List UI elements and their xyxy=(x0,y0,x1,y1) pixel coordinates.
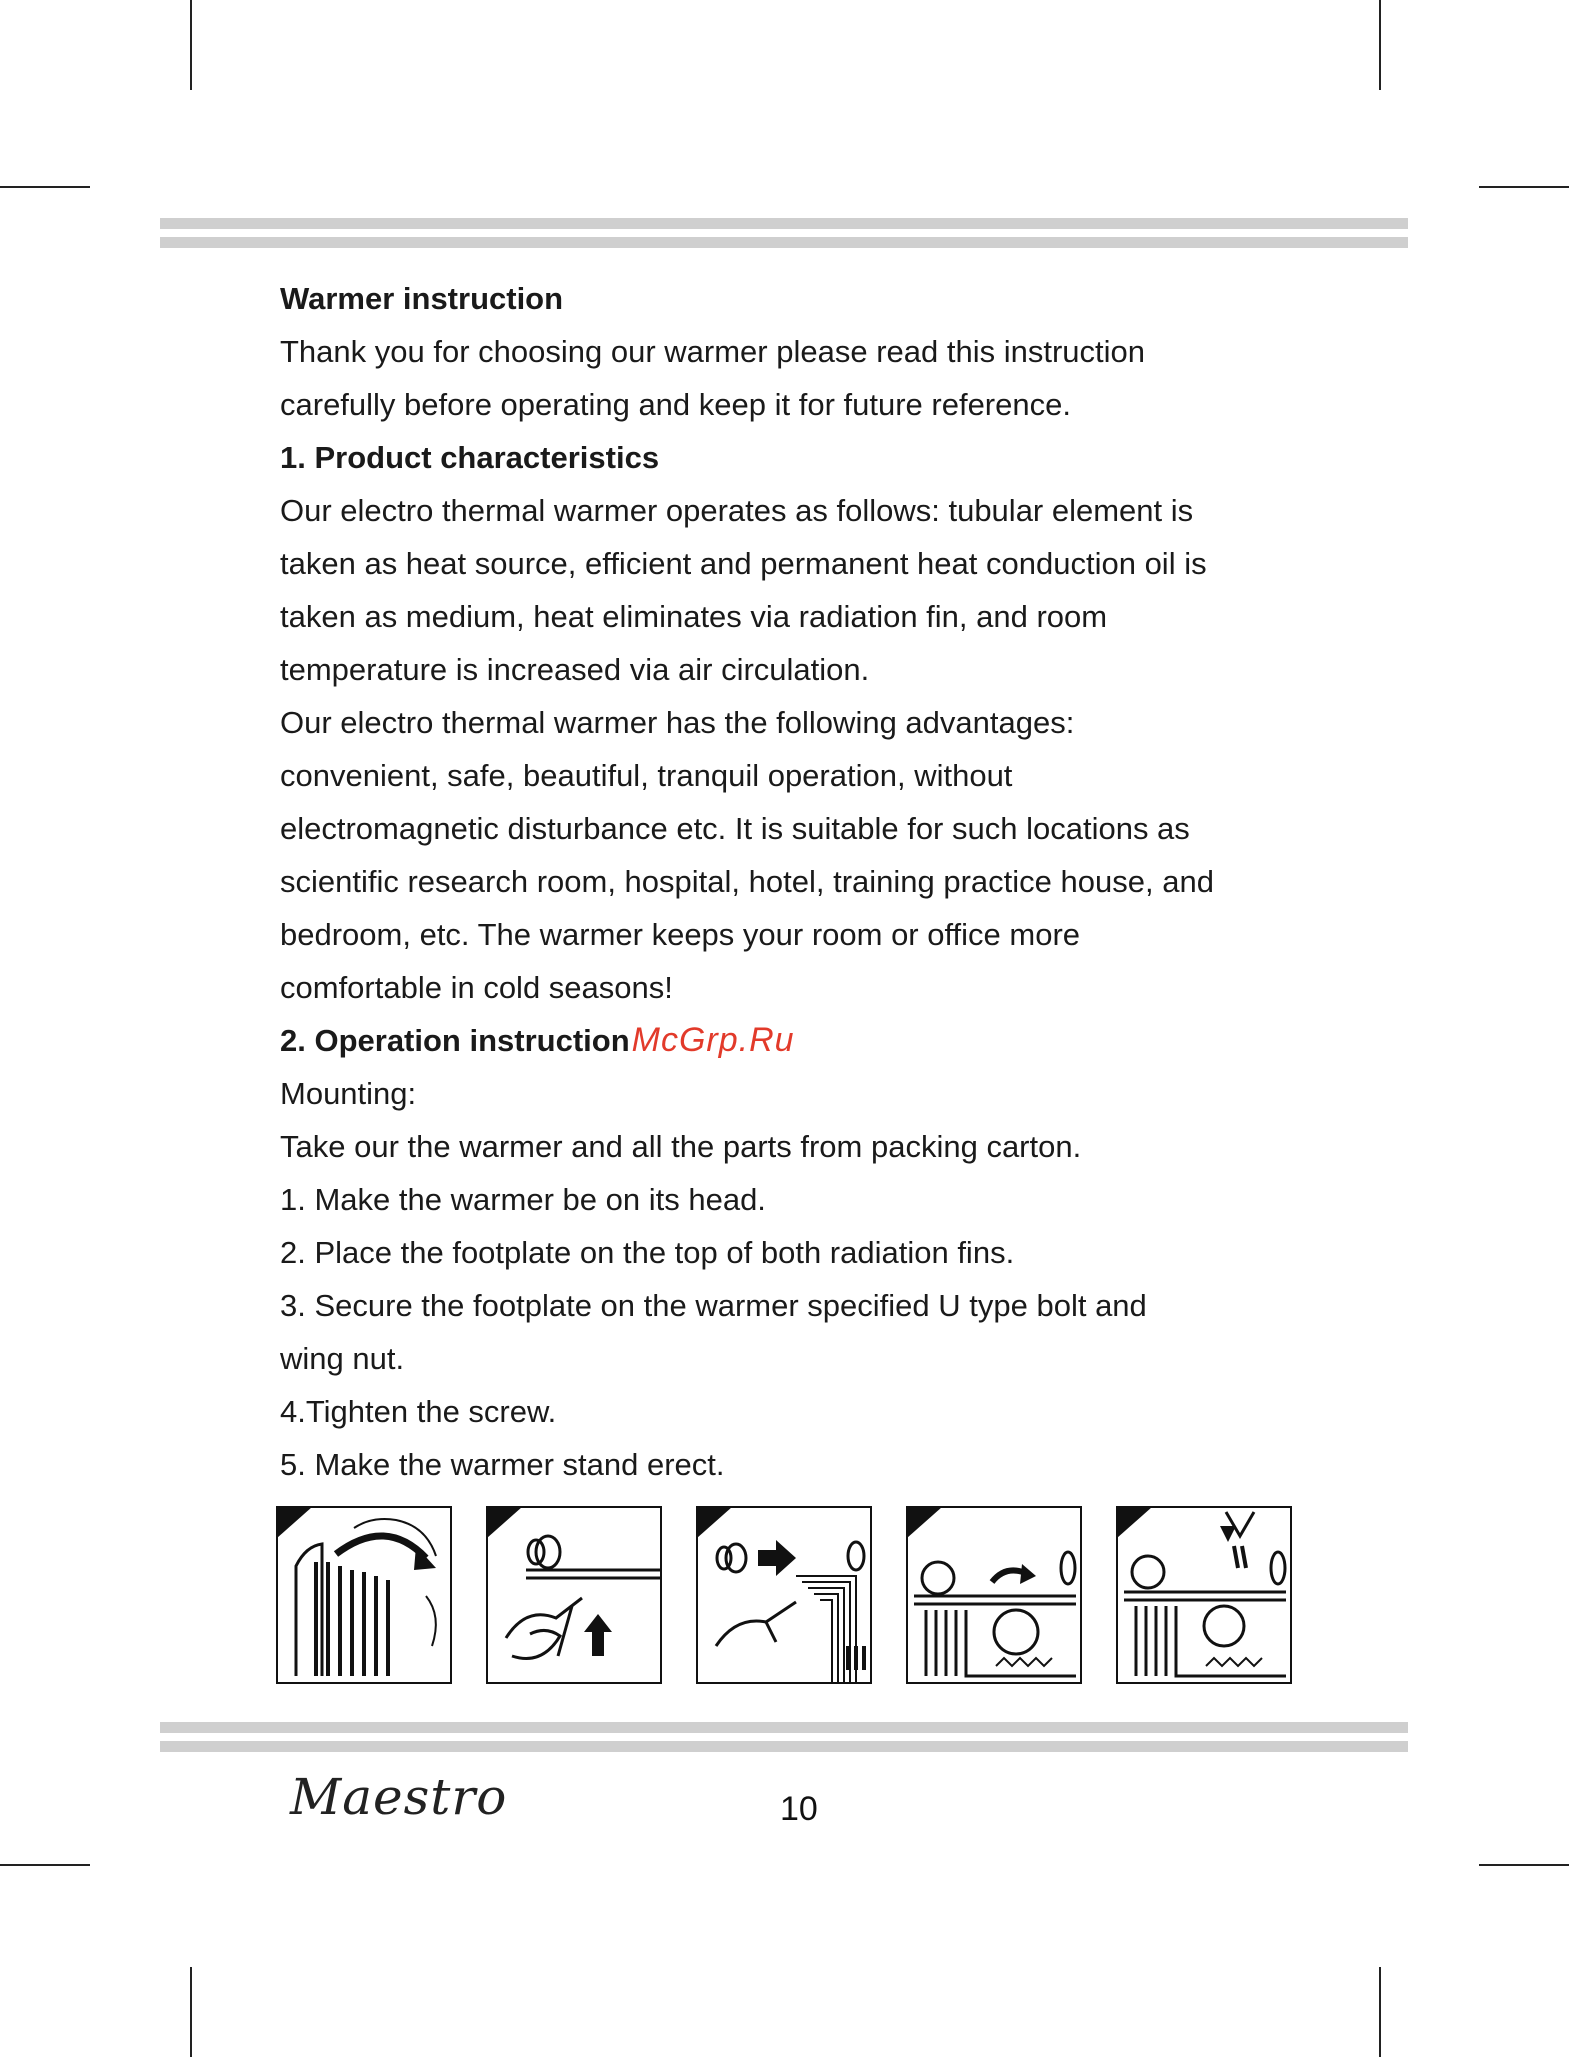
watermark: McGrp.Ru xyxy=(631,1021,795,1059)
document-title: Warmer instruction xyxy=(280,281,564,316)
intro-line: Thank you for choosing our warmer please read this instruction xyxy=(280,334,1145,369)
body-line: taken as medium, heat eliminates via radiation fin, and room xyxy=(280,599,1108,634)
body-line: Take our the warmer and all the parts from packing carton. xyxy=(280,1129,1082,1164)
u-bolt-insert-icon xyxy=(696,1506,872,1684)
body-line: Our electro thermal warmer operates as follows: tubular element is xyxy=(280,493,1194,528)
crop-mark xyxy=(190,0,192,90)
crop-mark xyxy=(1379,1967,1381,2057)
step-line: 3. Secure the footplate on the warmer specified U type bolt and xyxy=(280,1288,1147,1323)
body-line: Our electro thermal warmer has the following advantages: xyxy=(280,705,1075,740)
crop-mark xyxy=(0,1864,90,1866)
stand-erect-icon xyxy=(1116,1506,1292,1684)
screw-tighten-icon xyxy=(906,1506,1082,1684)
step-line: wing nut. xyxy=(280,1341,405,1376)
body-line: scientific research room, hospital, hotel, training practice house, and xyxy=(280,864,1214,899)
section-heading-row xyxy=(280,1014,1340,1067)
crop-mark xyxy=(190,1967,192,2057)
footplate-place-icon xyxy=(486,1506,662,1684)
body-line: Mounting: xyxy=(280,1076,417,1111)
body-line: taken as heat source, efficient and permanent heat conduction oil is xyxy=(280,546,1207,581)
warmer-flip-icon xyxy=(276,1506,452,1684)
assembly-figures xyxy=(276,1506,1298,1686)
brand-logo: Maestro xyxy=(290,1768,508,1826)
header-rule xyxy=(160,218,1408,229)
step-line: 5. Make the warmer stand erect. xyxy=(280,1447,725,1482)
footer-rule xyxy=(160,1722,1408,1733)
document-body xyxy=(280,272,1340,1491)
crop-mark xyxy=(1479,1864,1569,1866)
section-heading: 2. Operation instruction xyxy=(280,1023,630,1058)
body-line: temperature is increased via air circulation. xyxy=(280,652,870,687)
step-line: 4.Tighten the screw. xyxy=(280,1394,557,1429)
body-line: comfortable in cold seasons! xyxy=(280,970,673,1005)
crop-mark xyxy=(1379,0,1381,90)
step-line: 2. Place the footplate on the top of both radiation fins. xyxy=(280,1235,1015,1270)
crop-mark xyxy=(1479,186,1569,188)
page-number: 10 xyxy=(780,1790,818,1828)
footer-rule xyxy=(160,1741,1408,1752)
body-line: bedroom, etc. The warmer keeps your room or office more xyxy=(280,917,1081,952)
body-line: electromagnetic disturbance etc. It is suitable for such locations as xyxy=(280,811,1190,846)
body-line: convenient, safe, beautiful, tranquil operation, without xyxy=(280,758,1013,793)
step-line: 1. Make the warmer be on its head. xyxy=(280,1182,766,1217)
section-heading: 1. Product characteristics xyxy=(280,440,660,475)
header-rule xyxy=(160,237,1408,248)
intro-line: carefully before operating and keep it for future reference. xyxy=(280,387,1071,422)
crop-mark xyxy=(0,186,90,188)
